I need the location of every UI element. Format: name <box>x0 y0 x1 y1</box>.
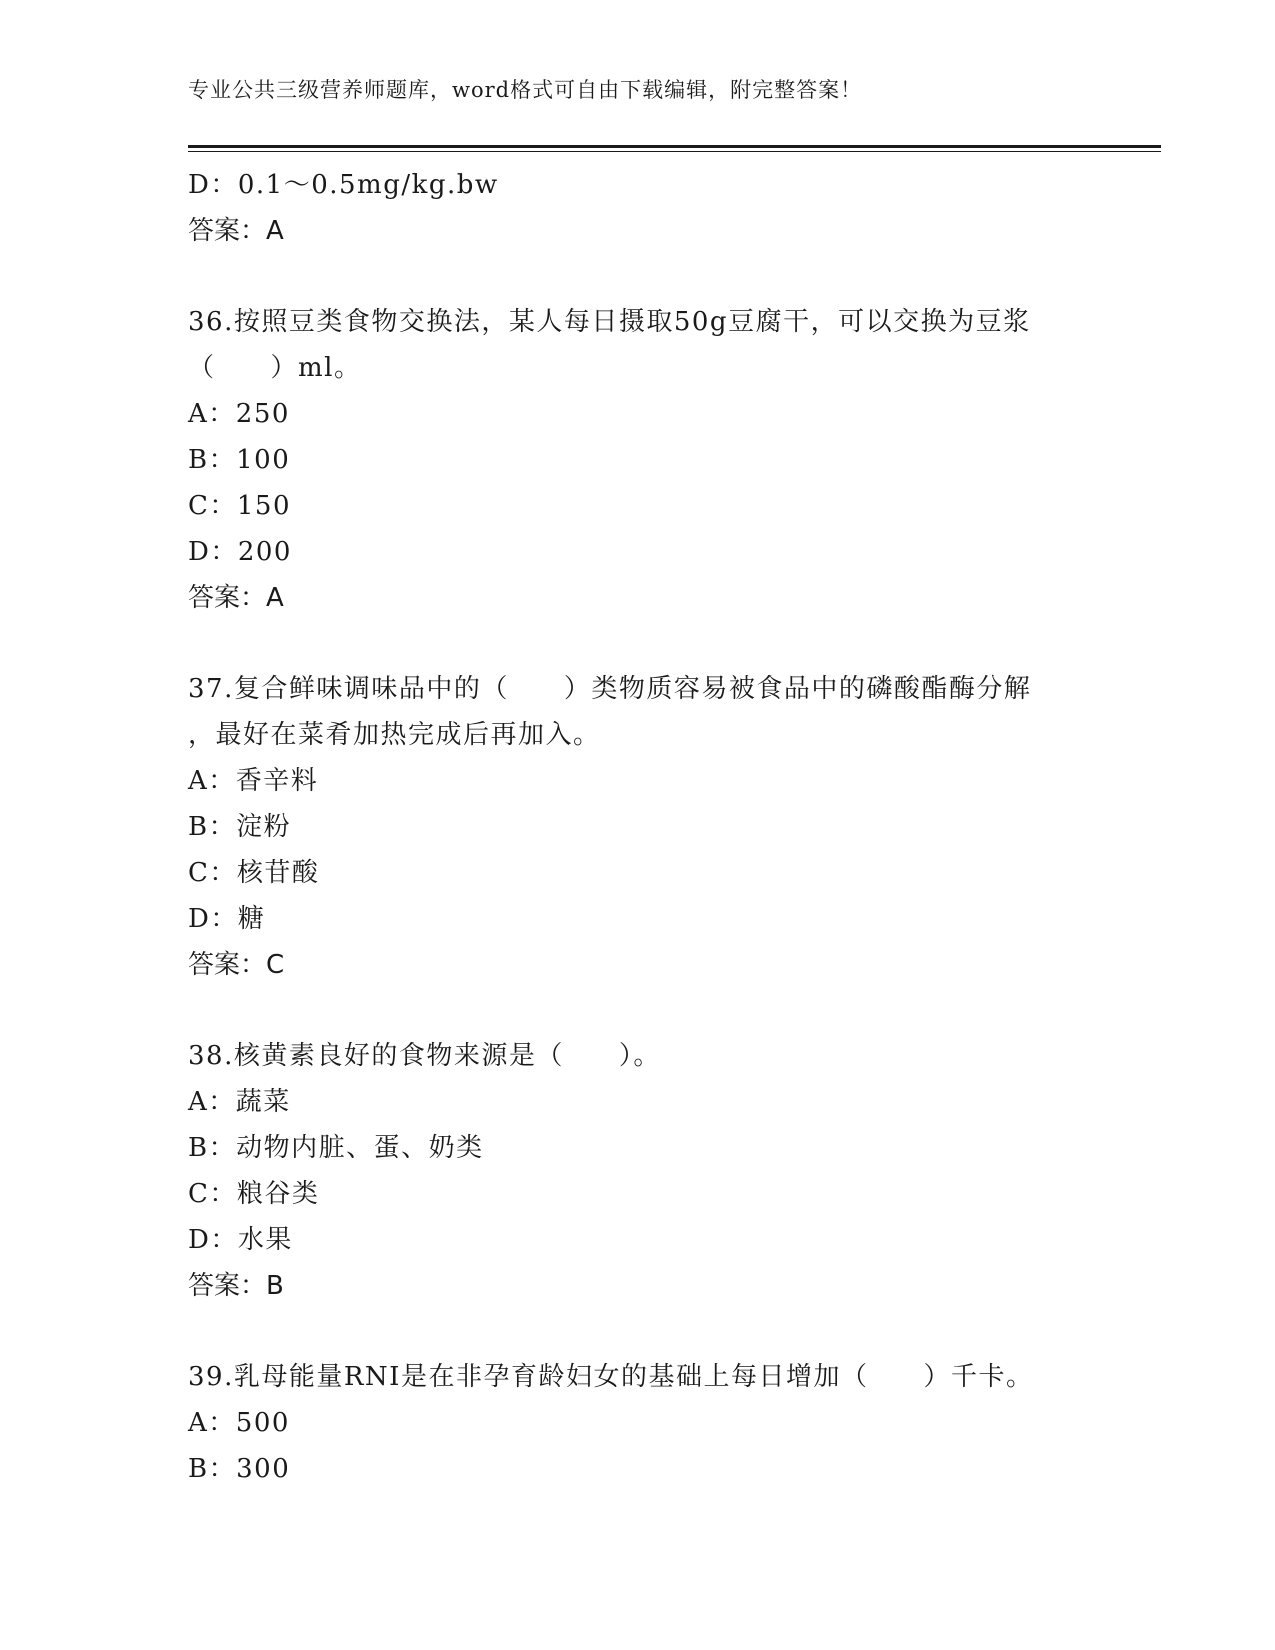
question-spacer <box>188 1309 1088 1354</box>
option-text: C：粮谷类 <box>188 1179 320 1209</box>
question-spacer <box>188 254 1088 299</box>
option-text: D：200 <box>188 537 292 567</box>
answer-text: 答案：A <box>188 583 284 613</box>
answer-text: 答案：C <box>188 950 285 980</box>
option-text: D：水果 <box>188 1225 293 1255</box>
option-text: A：250 <box>188 399 290 429</box>
header-rule-thick <box>188 145 1161 148</box>
question-text: 38.核黄素良好的食物来源是（ ）。 <box>188 1041 661 1071</box>
question-list <box>188 162 1088 1492</box>
header-rule-thin <box>188 151 1161 152</box>
question-text: ，最好在菜肴加热完成后再加入。 <box>188 720 601 750</box>
option-text: D：糖 <box>188 904 266 934</box>
question-spacer <box>188 988 1088 1033</box>
answer-text: 答案：A <box>188 216 284 246</box>
option-text: C：150 <box>188 491 292 521</box>
option-text: B：淀粉 <box>188 812 292 842</box>
option-text: A：香辛料 <box>188 766 319 796</box>
option-text: B：100 <box>188 445 291 475</box>
option-text: A：蔬菜 <box>188 1087 291 1117</box>
question-text: 36.按照豆类食物交换法，某人每日摄取50g豆腐干，可以交换为豆浆 <box>188 307 1031 337</box>
option-text: C：核苷酸 <box>188 858 320 888</box>
option-text: B：动物内脏、蛋、奶类 <box>188 1133 484 1163</box>
option-text: A：500 <box>188 1408 290 1438</box>
option-text: B：300 <box>188 1454 291 1484</box>
question-spacer <box>188 621 1088 666</box>
question-text: 37.复合鲜味调味品中的（ ）类物质容易被食品中的磷酸酯酶分解 <box>188 674 1032 704</box>
answer-text: 答案：B <box>188 1271 284 1301</box>
question-text: 39.乳母能量RNI是在非孕育龄妇女的基础上每日增加（ ）千卡。 <box>188 1362 1034 1392</box>
option-text: D：0.1～0.5mg/kg.bw <box>188 170 499 200</box>
question-text: （ ）ml。 <box>188 353 362 383</box>
page-header: 专业公共三级营养师题库，word格式可自由下载编辑，附完整答案！ <box>188 78 863 102</box>
